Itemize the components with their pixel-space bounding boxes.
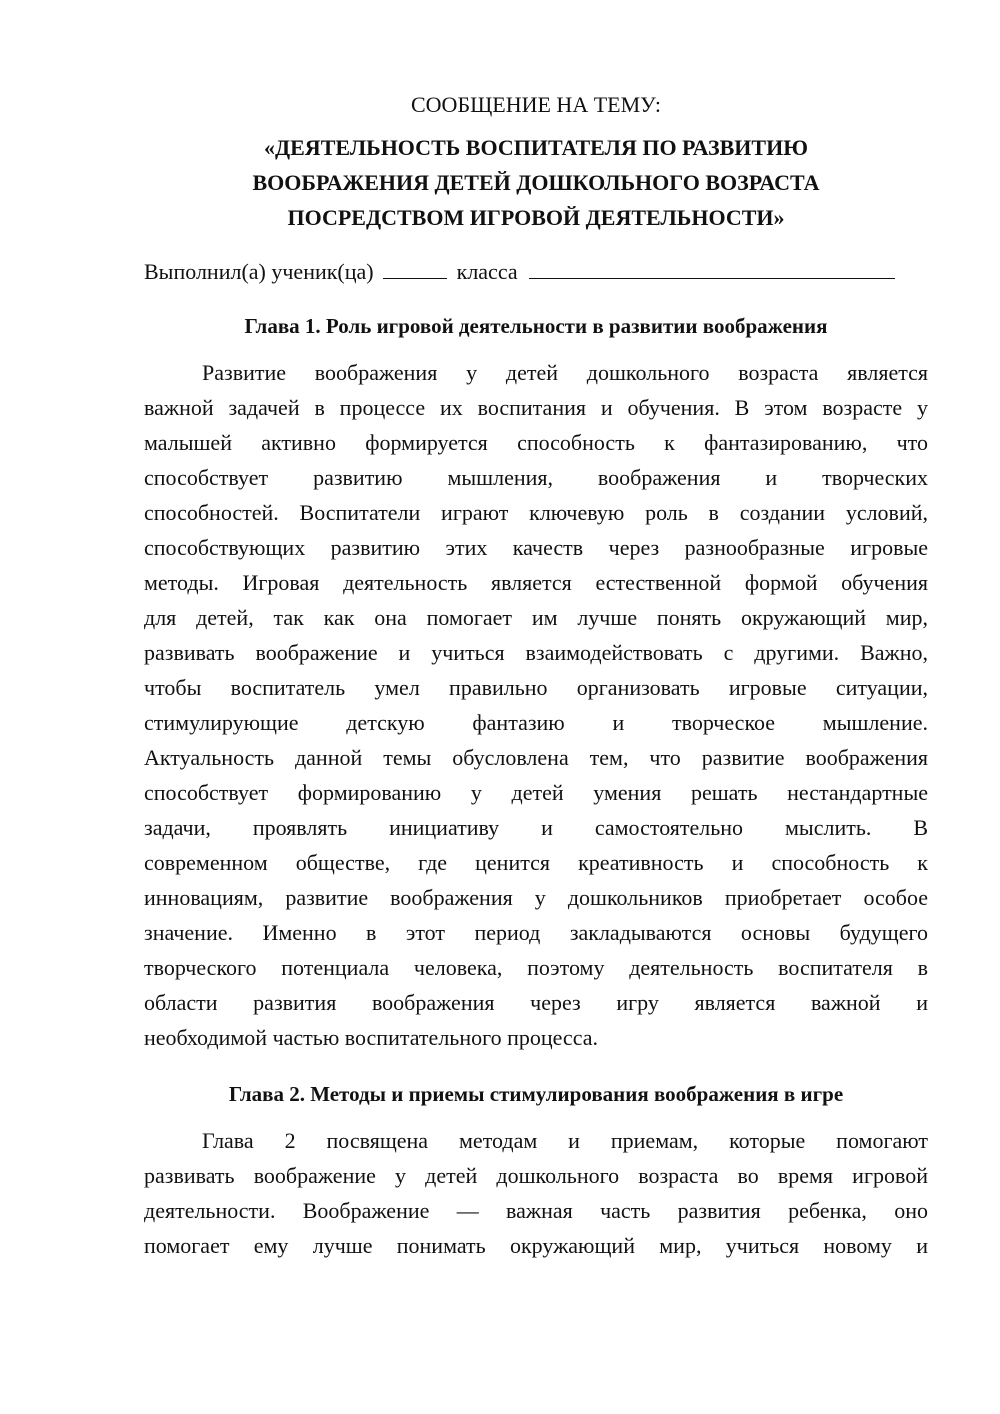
title-line: ВООБРАЖЕНИЯ ДЕТЕЙ ДОШКОЛЬНОГО ВОЗРАСТА [252, 170, 820, 195]
paragraph-line: Актуальность данной темы обусловлена тем, что развитие воображения [144, 745, 928, 770]
document-page [144, 88, 928, 1263]
class-number-blank [383, 258, 447, 279]
author-line [144, 255, 928, 289]
document-title [144, 130, 928, 235]
paragraph-line: важной задачей в процессе их воспитания и обучения. В этом возрасте у [144, 395, 928, 420]
paragraph-line: малышей активно формируется способность к фантазированию, что [144, 430, 928, 455]
paragraph-line: современном обществе, где ценится креативность и способность к [144, 850, 928, 875]
author-prefix: Выполнил(а) ученик(ца) [144, 259, 374, 284]
paragraph-line: методы. Игровая деятельность является естественной формой обучения [144, 570, 928, 595]
paragraph-line: чтобы воспитатель умел правильно организовать игровые ситуации, [144, 675, 928, 700]
paragraph-line: способствующих развитию этих качеств через разнообразные игровые [144, 535, 928, 560]
paragraph-line: задачи, проявлять инициативу и самостоятельно мыслить. В [144, 815, 928, 840]
paragraph-line: значение. Именно в этот период закладываются основы будущего [144, 920, 928, 945]
paragraph-line: деятельности. Воображение — важная часть развития ребенка, оно [144, 1198, 928, 1223]
paragraph-line: творческого потенциала человека, поэтому деятельность воспитателя в [144, 955, 928, 980]
author-name-blank [529, 258, 895, 279]
title-line: ПОСРЕДСТВОМ ИГРОВОЙ ДЕЯТЕЛЬНОСТИ» [287, 205, 785, 230]
paragraph-line: Глава 2 посвящена методам и приемам, которые помогают [202, 1128, 928, 1153]
paragraph-line: инновациям, развитие воображения у дошкольников приобретает особое [144, 885, 928, 910]
paragraph-line: стимулирующие детскую фантазию и творческое мышление. [144, 710, 928, 735]
paragraph-line: способностей. Воспитатели играют ключевую роль в создании условий, [144, 500, 928, 525]
paragraph-line: Развитие воображения у детей дошкольного возраста является [202, 360, 928, 385]
paragraph-line: для детей, так как она помогает им лучше понять окружающий мир, [144, 605, 928, 630]
class-label: класса [456, 259, 518, 284]
paragraph-line: способствует развитию мышления, воображения и творческих [144, 465, 928, 490]
document-header: СООБЩЕНИЕ НА ТЕМУ: [411, 92, 661, 117]
paragraph-line: помогает ему лучше понимать окружающий мир, учиться новому и [144, 1233, 928, 1258]
paragraph-line: необходимой частью воспитательного процесса. [144, 1025, 598, 1050]
title-line: «ДЕЯТЕЛЬНОСТЬ ВОСПИТАТЕЛЯ ПО РАЗВИТИЮ [264, 135, 808, 160]
paragraph-line: развивать воображение у детей дошкольного возраста во время игровой [144, 1163, 928, 1188]
chapter-2-paragraph [144, 1123, 928, 1263]
chapter-2-title: Глава 2. Методы и приемы стимулирования воображения в игре [228, 1082, 844, 1106]
paragraph-line: способствует формированию у детей умения решать нестандартные [144, 780, 928, 805]
paragraph-line: развивать воображение и учиться взаимодействовать с другими. Важно, [144, 640, 928, 665]
chapter-1-title: Глава 1. Роль игровой деятельности в развитии воображения [244, 314, 828, 338]
chapter-1-paragraph [144, 355, 928, 1055]
paragraph-line: области развития воображения через игру является важной и [144, 990, 928, 1015]
